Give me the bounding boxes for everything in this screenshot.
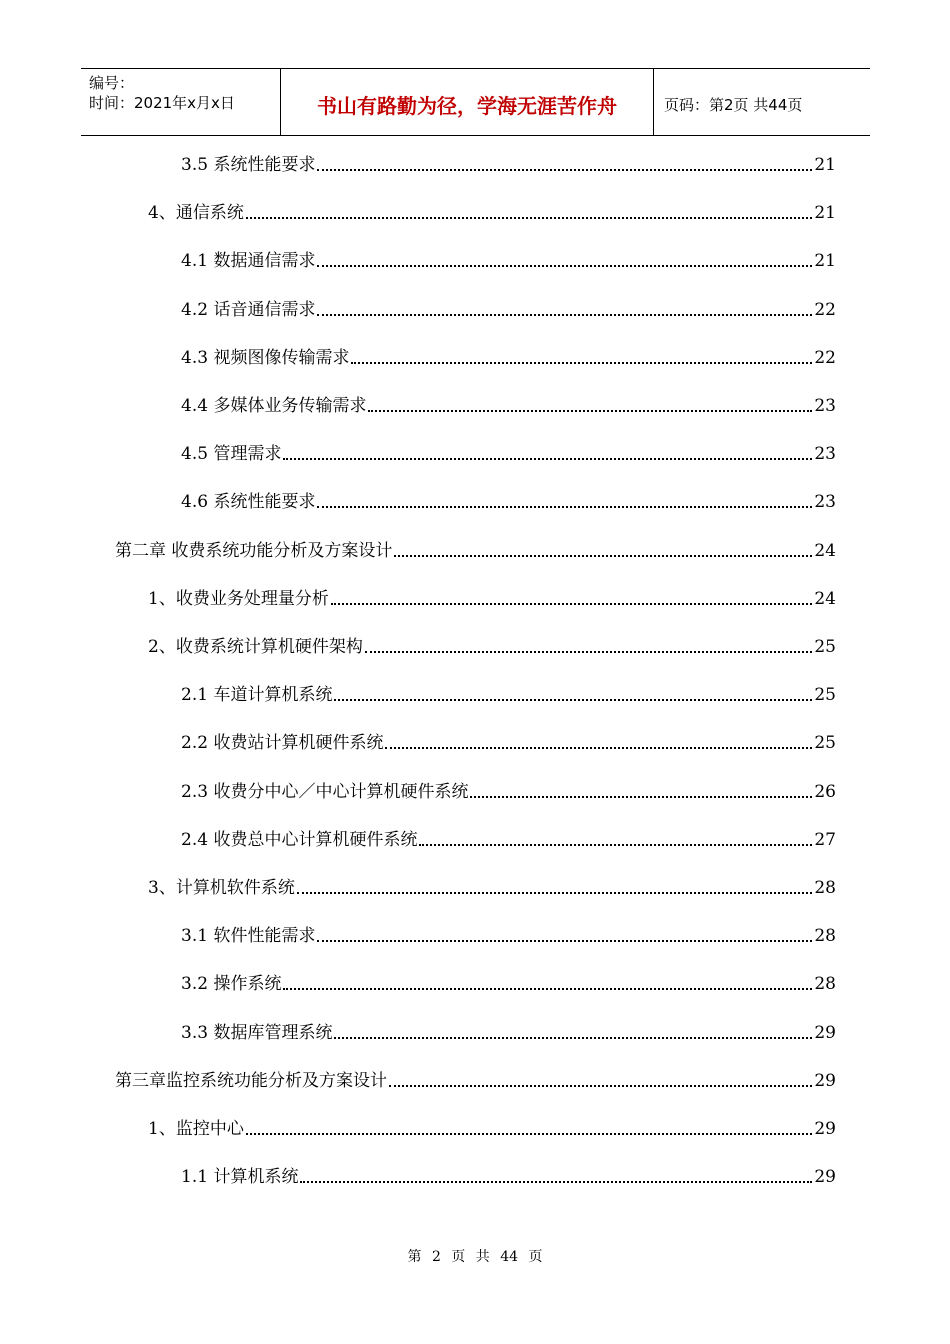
- toc-entry-title: 第三章监控系统功能分析及方案设计: [115, 1071, 387, 1091]
- toc-entry[interactable]: [148, 198, 836, 224]
- toc-dot-leader: [317, 506, 812, 508]
- toc-entry-page: 23: [814, 444, 836, 464]
- toc-entry-title: 3、计算机软件系统: [148, 878, 295, 898]
- toc-entry-title: 3.3 数据库管理系统: [181, 1023, 333, 1043]
- toc-dot-leader: [246, 1133, 813, 1135]
- toc-entry-page: 23: [814, 396, 836, 416]
- toc-entry[interactable]: [148, 873, 836, 899]
- toc-entry-page: 22: [814, 300, 836, 320]
- toc-dot-leader: [389, 1085, 812, 1087]
- toc-entry-page: 29: [814, 1119, 836, 1139]
- toc-entry-page: 21: [814, 251, 836, 271]
- toc-entry-page: 21: [814, 203, 836, 223]
- toc-entry-title: 4.1 数据通信需求: [181, 251, 316, 271]
- toc-entry-page: 27: [814, 830, 836, 850]
- toc-dot-leader: [297, 892, 813, 894]
- page-footer: 第 2 页 共 44 页: [407, 1249, 543, 1265]
- toc-entry-title: 3.5 系统性能要求: [181, 155, 316, 175]
- toc-entry-title: 2.4 收费总中心计算机硬件系统: [181, 830, 418, 850]
- toc-entry-title: 2.3 收费分中心／中心计算机硬件系统: [181, 782, 469, 802]
- toc-entry-page: 28: [814, 878, 836, 898]
- header-motto: 书山有路勤为径，学海无涯苦作舟: [281, 69, 654, 135]
- toc-entry-title: 4.6 系统性能要求: [181, 492, 316, 512]
- toc-entry-title: 第二章 收费系统功能分析及方案设计: [115, 541, 393, 561]
- toc-entry[interactable]: [181, 728, 836, 754]
- toc-dot-leader: [394, 555, 812, 557]
- toc-entry[interactable]: [181, 439, 836, 465]
- time-label: 时间：2021年x月x日: [89, 94, 235, 112]
- toc-entry-title: 2、收费系统计算机硬件架构: [148, 637, 363, 657]
- toc-entry-page: 29: [814, 1023, 836, 1043]
- toc-dot-leader: [334, 699, 812, 701]
- toc-dot-leader: [300, 1181, 812, 1183]
- toc-entry-title: 4.4 多媒体业务传输需求: [181, 396, 367, 416]
- toc-dot-leader: [334, 1037, 812, 1039]
- toc-entry[interactable]: [148, 632, 836, 658]
- number-label: 编号：: [89, 74, 135, 92]
- toc-dot-leader: [419, 844, 812, 846]
- toc-entry[interactable]: [181, 1018, 836, 1044]
- toc-dot-leader: [246, 217, 813, 219]
- toc-entry-page: 29: [814, 1071, 836, 1091]
- toc-entry[interactable]: [181, 777, 836, 803]
- toc-entry[interactable]: [115, 536, 836, 562]
- toc-entry-page: 25: [814, 685, 836, 705]
- toc-entry-title: 3.2 操作系统: [181, 974, 282, 994]
- toc-entry-title: 2.1 车道计算机系统: [181, 685, 333, 705]
- toc-entry-title: 4.3 视频图像传输需求: [181, 348, 350, 368]
- toc-entry-page: 24: [814, 589, 836, 609]
- toc-dot-leader: [331, 603, 813, 605]
- toc-dot-leader: [283, 458, 812, 460]
- toc-dot-leader: [365, 651, 813, 653]
- toc-entry-title: 4、通信系统: [148, 203, 244, 223]
- toc-entry-title: 3.1 软件性能需求: [181, 926, 316, 946]
- toc-entry-title: 4.5 管理需求: [181, 444, 282, 464]
- toc-entry-page: 25: [814, 733, 836, 753]
- toc-entry-title: 2.2 收费站计算机硬件系统: [181, 733, 384, 753]
- toc-entry-title: 1.1 计算机系统: [181, 1167, 299, 1187]
- toc-entry[interactable]: [181, 295, 836, 321]
- toc-entry-page: 25: [814, 637, 836, 657]
- toc-dot-leader: [351, 362, 812, 364]
- toc-entry-page: 22: [814, 348, 836, 368]
- toc-dot-leader: [470, 796, 812, 798]
- header-meta: [81, 69, 281, 135]
- toc-entry[interactable]: [115, 1066, 836, 1092]
- toc-entry[interactable]: [148, 584, 836, 610]
- toc-entry-page: 24: [814, 541, 836, 561]
- toc-entry-page: 28: [814, 926, 836, 946]
- toc-dot-leader: [317, 265, 812, 267]
- toc-dot-leader: [317, 940, 812, 942]
- toc-entry[interactable]: [181, 680, 836, 706]
- toc-entry[interactable]: [181, 343, 836, 369]
- toc-dot-leader: [368, 410, 812, 412]
- toc-entry[interactable]: [181, 246, 836, 272]
- toc-entry[interactable]: [181, 921, 836, 947]
- toc-entry[interactable]: [181, 969, 836, 995]
- toc-dot-leader: [317, 314, 812, 316]
- toc-entry-page: 26: [814, 782, 836, 802]
- toc-entry-page: 29: [814, 1167, 836, 1187]
- page-header: [81, 68, 870, 136]
- toc-entry[interactable]: [181, 825, 836, 851]
- toc-entry[interactable]: [181, 391, 836, 417]
- toc-entry-page: 23: [814, 492, 836, 512]
- toc-entry-title: 1、监控中心: [148, 1119, 244, 1139]
- toc-dot-leader: [283, 988, 812, 990]
- toc-entry[interactable]: [181, 150, 836, 176]
- toc-entry[interactable]: [148, 1114, 836, 1140]
- toc-dot-leader: [385, 747, 812, 749]
- toc-entry-title: 4.2 话音通信需求: [181, 300, 316, 320]
- toc-entry-title: 1、收费业务处理量分析: [148, 589, 329, 609]
- toc-entry[interactable]: [181, 487, 836, 513]
- toc-entry[interactable]: [181, 1162, 836, 1188]
- header-page-info: 页码：第2页 共44页: [664, 95, 803, 114]
- toc-dot-leader: [317, 169, 812, 171]
- toc-entry-page: 21: [814, 155, 836, 175]
- toc-entry-page: 28: [814, 974, 836, 994]
